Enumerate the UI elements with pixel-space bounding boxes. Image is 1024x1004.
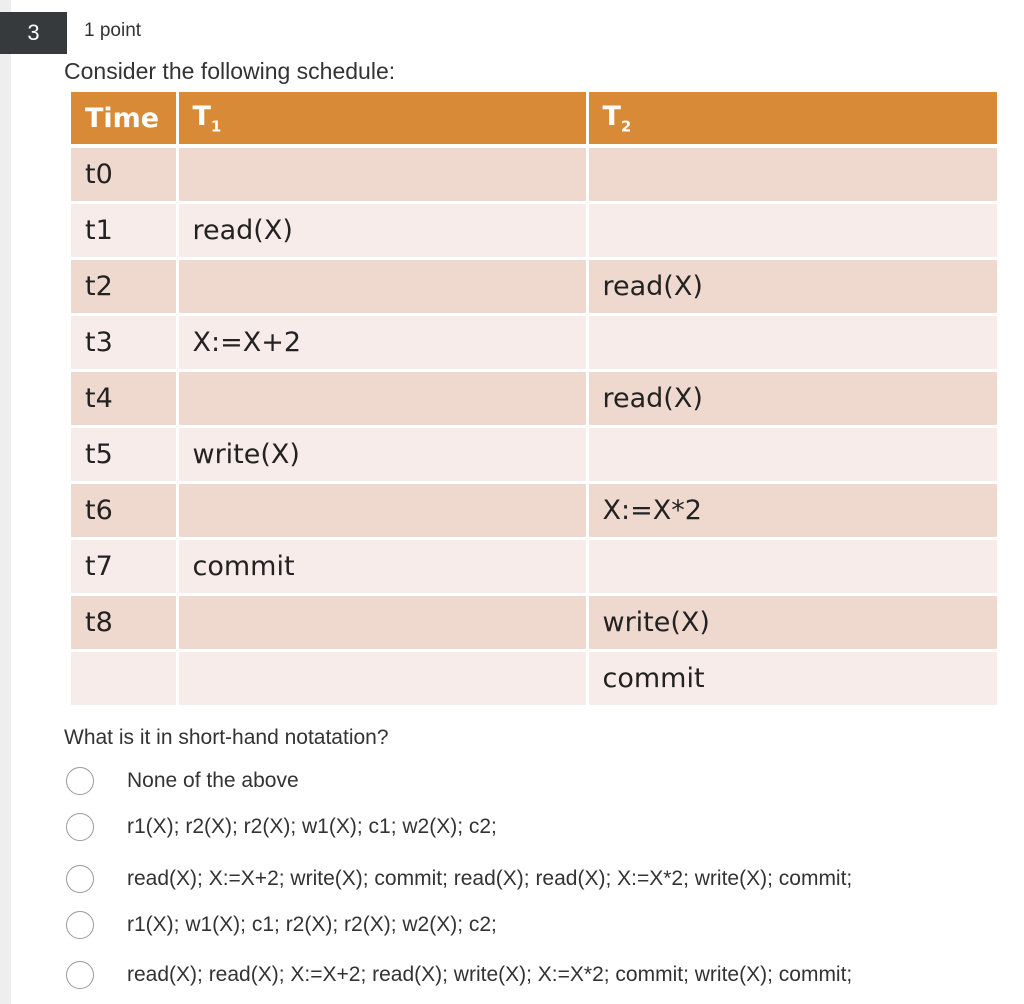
header-t1: $T_1$ [177,92,587,146]
table-header-row [71,92,997,146]
cell-t1 [177,146,587,203]
cell-t1: read(X) [177,203,587,259]
cell-time: t6 [71,483,177,539]
cell-time [71,651,177,707]
left-rail [0,0,11,1004]
table-row [71,203,997,259]
cell-t1 [177,651,587,707]
answer-option-label[interactable]: read(X); X:=X+2; write(X); commit; read(X); read(X); X:=X*2; write(X); commit; [127,867,853,890]
answer-option-2[interactable] [66,813,1016,843]
table-row [71,539,997,595]
cell-t1 [177,259,587,315]
radio-button[interactable] [66,767,94,795]
answer-option-label[interactable]: r1(X); r2(X); r2(X); w1(X); c1; w2(X); c2; [127,815,497,838]
cell-t1: write(X) [177,427,587,483]
table-row [71,259,997,315]
sub-question-text: What is it in short-hand notatation? [64,726,389,749]
cell-t2: read(X) [587,371,997,427]
question-prompt: Consider the following schedule: [64,58,396,84]
table-row [71,427,997,483]
cell-time: t1 [71,203,177,259]
answer-option-1[interactable] [66,767,1016,797]
cell-t2: X:=X*2 [587,483,997,539]
header-time: Time [71,92,177,146]
cell-time: t5 [71,427,177,483]
question-points: 1 point [84,20,142,41]
radio-button[interactable] [66,961,94,989]
cell-t1 [177,371,587,427]
answer-option-label[interactable]: read(X); read(X); X:=X+2; read(X); write(X); X:=X*2; commit; write(X); commit; [127,963,853,986]
table-row [71,371,997,427]
cell-time: t0 [71,146,177,203]
cell-t2 [587,203,997,259]
answer-option-3[interactable] [66,865,1016,895]
radio-button[interactable] [66,911,94,939]
cell-t2 [587,315,997,371]
answer-option-5[interactable] [66,961,1016,991]
answer-option-label[interactable]: r1(X); w1(X); c1; r2(X); r2(X); w2(X); c2; [127,913,497,936]
cell-t2: commit [587,651,997,707]
cell-t2 [587,146,997,203]
table-row [71,595,997,651]
radio-button[interactable] [66,813,94,841]
answer-option-4[interactable] [66,911,1016,941]
question-number-badge: 3 [0,12,67,54]
table-row [71,483,997,539]
cell-t1: X:=X+2 [177,315,587,371]
cell-t1: commit [177,539,587,595]
table-row [71,651,997,707]
answer-option-label[interactable]: None of the above [127,769,299,792]
schedule-table [71,92,997,708]
table-row [71,315,997,371]
radio-button[interactable] [66,865,94,893]
table-row [71,146,997,203]
cell-t2: read(X) [587,259,997,315]
cell-time: t2 [71,259,177,315]
cell-t2: write(X) [587,595,997,651]
cell-t1 [177,483,587,539]
cell-time: t7 [71,539,177,595]
cell-t2 [587,427,997,483]
cell-time: t4 [71,371,177,427]
cell-t2 [587,539,997,595]
cell-time: t3 [71,315,177,371]
cell-time: t8 [71,595,177,651]
cell-t1 [177,595,587,651]
header-t2: $T_2$ [587,92,997,146]
